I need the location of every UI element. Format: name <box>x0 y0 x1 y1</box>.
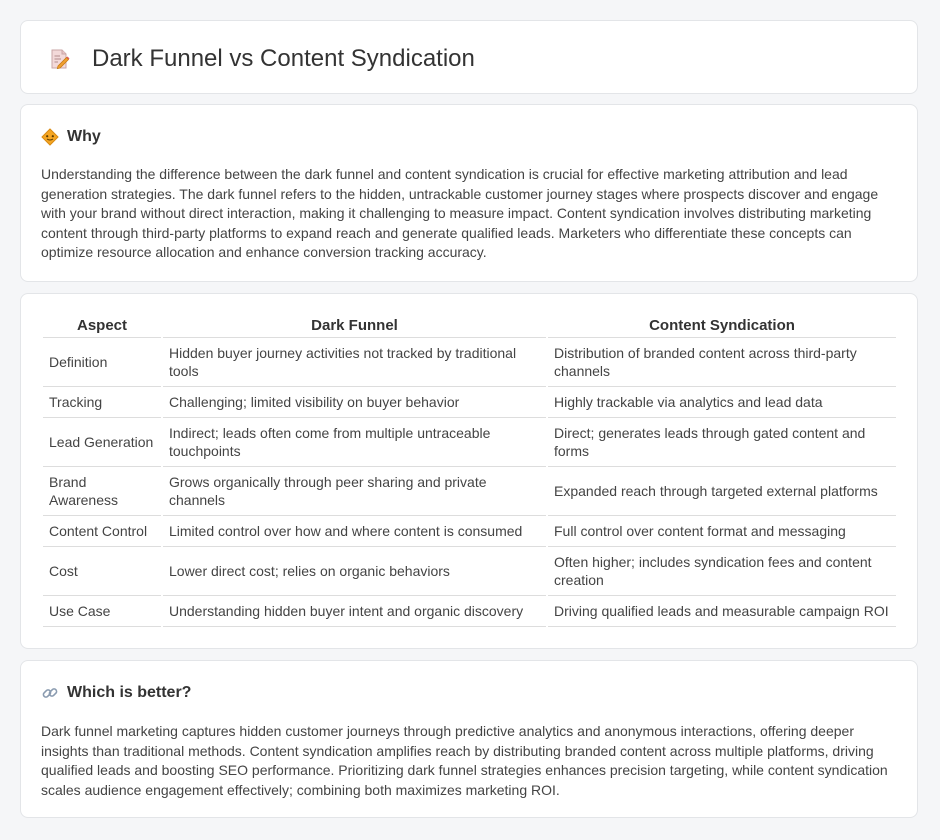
aspect-cell: Brand Awareness <box>43 467 161 516</box>
better-text: Dark funnel marketing captures hidden customer journeys through predictive analytics and anonymous interactions, offering deeper insights than traditional methods. Content syndication amplifies reach by distributing branded content across multiple platforms, driving qualified leads and boosting SEO performance. Prioritizing dark funnel strategies enhances precision targeting, while content syndication scales audience engagement effectively; combining both maximizes marketing ROI. <box>41 723 888 798</box>
table-header-row <box>43 316 896 338</box>
header-aspect: Aspect <box>43 316 161 338</box>
aspect-cell: Use Case <box>43 596 161 627</box>
table-row <box>43 467 896 516</box>
dark-funnel-cell: Limited control over how and where content is consumed <box>163 516 546 547</box>
document-edit-icon <box>47 47 71 71</box>
better-title: Which is better? <box>67 684 192 701</box>
content-syndication-cell: Full control over content format and messaging <box>548 516 896 547</box>
page-title: Dark Funnel vs Content Syndication <box>92 45 475 72</box>
dark-funnel-cell: Grows organically through peer sharing and private channels <box>163 467 546 516</box>
content-syndication-cell: Driving qualified leads and measurable campaign ROI <box>548 596 896 627</box>
table-row <box>43 596 896 627</box>
dark-funnel-cell: Indirect; leads often come from multiple untraceable touchpoints <box>163 418 546 467</box>
better-heading <box>41 683 191 703</box>
content-syndication-cell: Often higher; includes syndication fees and content creation <box>548 547 896 596</box>
table-row <box>43 387 896 418</box>
aspect-cell: Cost <box>43 547 161 596</box>
content-syndication-cell: Direct; generates leads through gated content and forms <box>548 418 896 467</box>
content-syndication-cell: Expanded reach through targeted external platforms <box>548 467 896 516</box>
content-syndication-cell: Highly trackable via analytics and lead data <box>548 387 896 418</box>
header-content-syndication: Content Syndication <box>548 316 896 338</box>
aspect-cell: Lead Generation <box>43 418 161 467</box>
aspect-cell: Definition <box>43 338 161 387</box>
link-icon <box>41 684 59 702</box>
which-is-better-section <box>20 660 918 818</box>
why-title: Why <box>67 128 101 145</box>
table-row <box>43 418 896 467</box>
table-row <box>43 338 896 387</box>
why-section <box>20 104 918 282</box>
dark-funnel-cell: Hidden buyer journey activities not tracked by traditional tools <box>163 338 546 387</box>
why-heading <box>41 127 101 147</box>
dark-funnel-cell: Lower direct cost; relies on organic behaviors <box>163 547 546 596</box>
warning-diamond-icon <box>41 128 59 146</box>
comparison-card <box>20 293 918 649</box>
why-text: Understanding the difference between the dark funnel and content syndication is crucial for effective marketing attribution and lead generation strategies. The dark funnel refers to the hidden, untrackable customer journey stages where prospects discover and engage with your brand without direct interaction, making it challenging to measure impact. Content syndication involves distributing marketing content through third-party platforms to expand reach and generate qualified leads. Marketers who differentiate these concepts can optimize resource allocation and enhance conversion tracking accuracy. <box>41 166 879 261</box>
table-row <box>43 547 896 596</box>
header-card <box>20 20 918 94</box>
comparison-table <box>41 316 898 627</box>
dark-funnel-cell: Understanding hidden buyer intent and organic discovery <box>163 596 546 627</box>
aspect-cell: Tracking <box>43 387 161 418</box>
header-dark-funnel: Dark Funnel <box>163 316 546 338</box>
table-row <box>43 516 896 547</box>
content-syndication-cell: Distribution of branded content across third-party channels <box>548 338 896 387</box>
dark-funnel-cell: Challenging; limited visibility on buyer behavior <box>163 387 546 418</box>
aspect-cell: Content Control <box>43 516 161 547</box>
